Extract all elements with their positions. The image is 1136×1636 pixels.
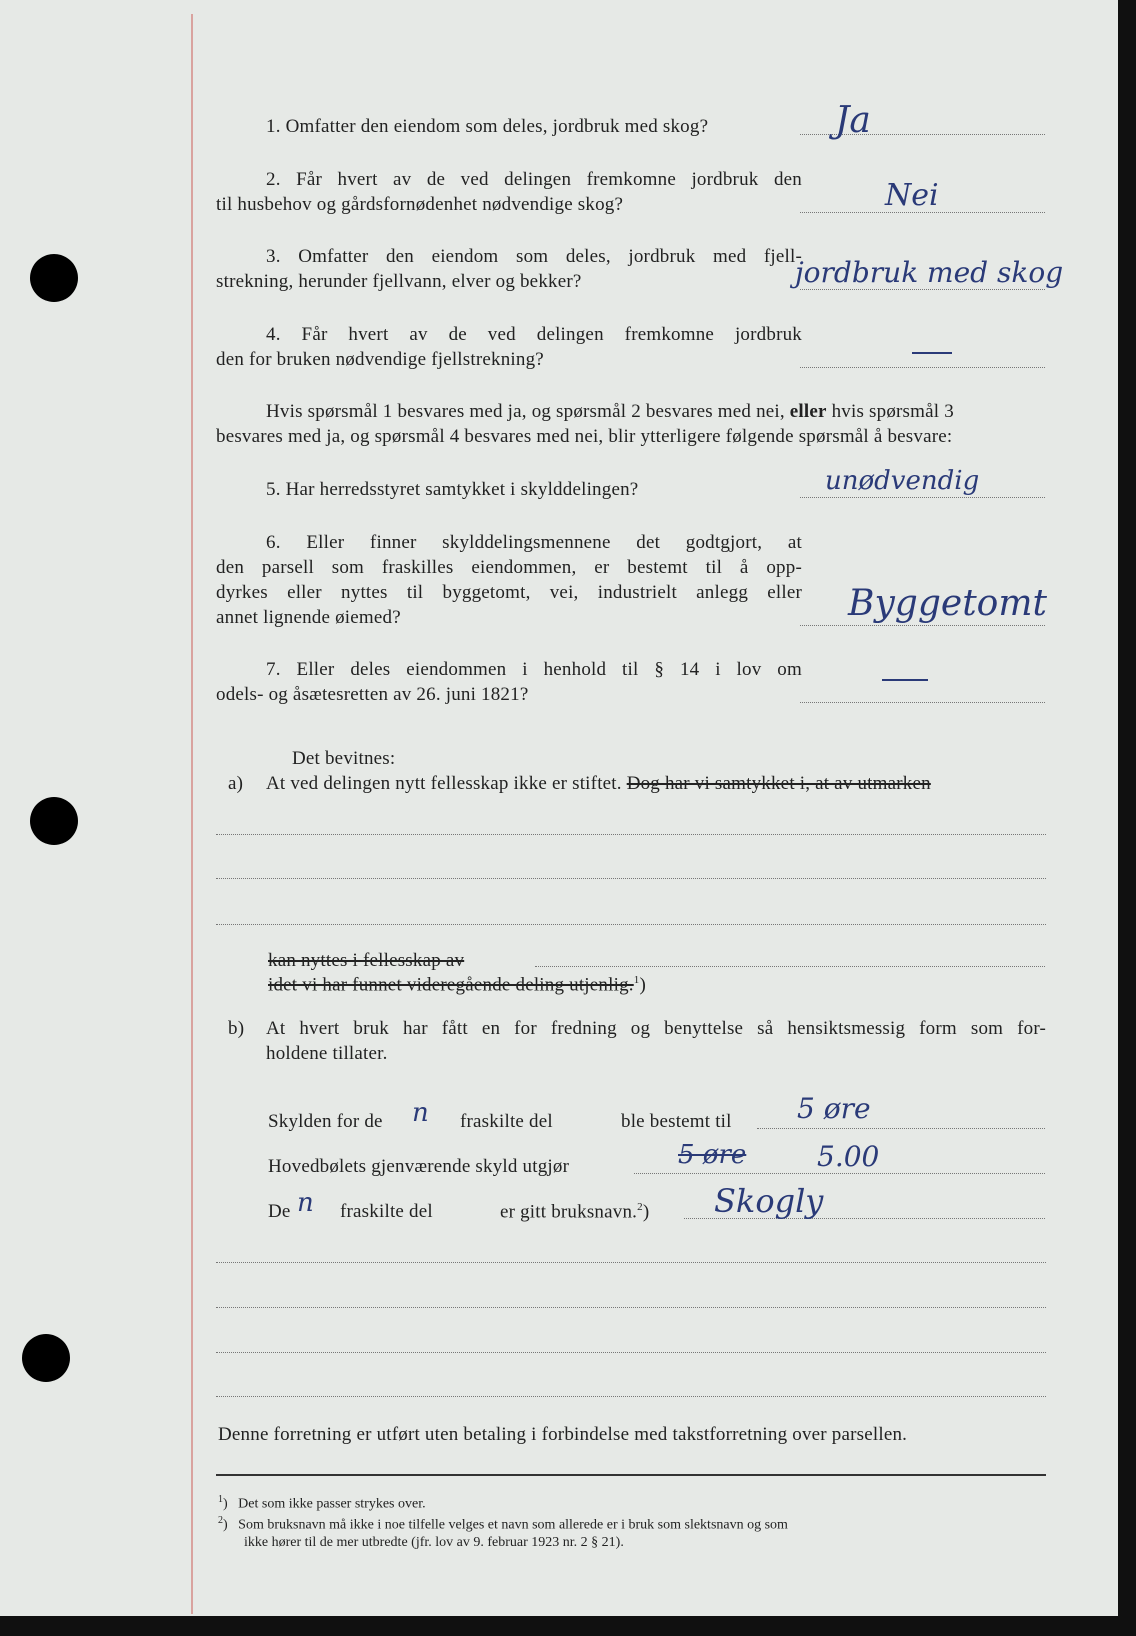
question-2-line-1: 2. Får hvert av de ved delingen fremkomne jordbruk den [266, 169, 802, 190]
footnote-2-line-1: $^2$) Som bruksnavn må ikke i noe tilfelle velges et navn som allerede er i bruk som slektsnavn og som [218, 1515, 788, 1533]
skyld-line-3-hw: n [297, 1188, 314, 1218]
answer-line-7 [800, 702, 1045, 703]
skyld-line-3-c: er gitt bruksnavn.$^2$) [500, 1201, 650, 1223]
question-3-line-1: 3. Omfatter den eiendom som deles, jordbruk med fjell- [266, 246, 802, 267]
skyld-line-1-fill [757, 1128, 1045, 1129]
question-2-line-2: til husbehov og gårdsfornødenhet nødvendige skog? [216, 194, 624, 215]
skyld-line-3-b: fraskilte del [340, 1201, 433, 1222]
struck-line-1: kan nyttes i fellesskap av [268, 950, 465, 971]
conditional-line-2: besvares med ja, og spørsmål 4 besvares med nei, blir ytterligere følgende spørsmål å besvare: [216, 426, 953, 447]
question-1: 1. Omfatter den eiendom som deles, jordbruk med skog? [266, 116, 709, 137]
skyld-answer-3: Skogly [714, 1182, 824, 1220]
struck-line-2: idet vi har funnet videregående deling utjenlig.$^1$) [268, 974, 646, 996]
attest-a-struck: Dog har vi samtykket i, at av utmarken [626, 773, 931, 794]
answer-6: Byggetomt [848, 583, 1047, 624]
punch-hole-bottom [22, 1334, 70, 1382]
blank-line-7 [216, 1396, 1046, 1397]
skyld-answer-1: 5 øre [797, 1092, 871, 1125]
question-7-line-2: odels- og åsætesretten av 26. juni 1821? [216, 684, 529, 705]
margin-line [191, 14, 193, 1614]
answer-1: Ja [835, 100, 871, 141]
conditional-line-1: Hvis spørsmål 1 besvares med ja, og spørsmål 2 besvares med nei, eller hvis spørsmål 3 [266, 401, 954, 422]
answer-7-dash [882, 679, 928, 681]
question-6-line-2: den parsell som fraskilles eiendommen, er bestemt til å opp- [216, 557, 802, 578]
blank-line-1 [216, 834, 1046, 835]
question-4-line-2: den for bruken nødvendige fjellstrekning? [216, 349, 544, 370]
footnote-1: $^1$) Det som ikke passer strykes over. [218, 1494, 426, 1512]
answer-3: jordbruk med skog [795, 256, 1064, 289]
attest-a-text: At ved delingen nytt fellesskap ikke er stiftet. Dog har vi samtykket i, at av utmarken [266, 773, 931, 794]
answer-5: unødvendig [825, 466, 980, 496]
question-6-line-3: dyrkes eller nyttes til byggetomt, vei, industrielt anlegg eller [216, 582, 802, 603]
attest-b-line-2: holdene tillater. [266, 1043, 388, 1064]
attest-heading: Det bevitnes: [292, 748, 396, 769]
footnote-rule [216, 1474, 1046, 1476]
question-6-line-1: 6. Eller finner skylddelingsmennene det godtgjort, at [266, 532, 802, 553]
blank-line-4 [216, 1262, 1046, 1263]
skyld-line-1-a: Skylden for de [268, 1111, 383, 1132]
skyld-line-3-a: De [268, 1201, 291, 1222]
struck-line-1-fill [535, 966, 1045, 967]
attest-a-marker: a) [228, 773, 244, 794]
attest-b-marker: b) [228, 1018, 245, 1039]
punch-hole-top [30, 254, 78, 302]
question-3-line-2: strekning, herunder fjellvann, elver og bekker? [216, 271, 582, 292]
question-4-line-1: 4. Får hvert av de ved delingen fremkomne jordbruk [266, 324, 802, 345]
question-5: 5. Har herredsstyret samtykket i skylddelingen? [266, 479, 639, 500]
blank-line-3 [216, 924, 1046, 925]
attest-b-line-1: At hvert bruk har fått en for fredning og benyttelse så hensiktsmessig form som for- [266, 1018, 1046, 1039]
answer-4-dash [912, 352, 952, 354]
blank-line-5 [216, 1307, 1046, 1308]
blank-line-2 [216, 878, 1046, 879]
skyld-line-1-c: ble bestemt til [621, 1111, 732, 1132]
question-6-line-4: annet lignende øiemed? [216, 607, 401, 628]
question-7-line-1: 7. Eller deles eiendommen i henhold til § 14 i lov om [266, 659, 802, 680]
skyld-line-1-hw: n [412, 1098, 429, 1128]
skyld-struck-2: 5 øre [678, 1140, 747, 1170]
answer-2: Nei [885, 178, 939, 213]
blank-line-6 [216, 1352, 1046, 1353]
closing-statement: Denne forretning er utført uten betaling i forbindelse med takstforretning over parsellen. [218, 1424, 908, 1445]
punch-hole-middle [30, 797, 78, 845]
skyld-line-2: Hovedbølets gjenværende skyld utgjør [268, 1156, 570, 1177]
answer-line-4 [800, 367, 1045, 368]
answer-line-6 [800, 625, 1045, 626]
skyld-answer-2: 5.00 [817, 1140, 880, 1173]
answer-line-5 [800, 497, 1045, 498]
skyld-line-1-b: fraskilte del [460, 1111, 553, 1132]
footnote-2-line-2: ikke hører til de mer utbredte (jfr. lov av 9. februar 1923 nr. 2 § 21). [244, 1535, 624, 1550]
answer-line-3 [800, 289, 1045, 290]
skyld-line-2-fill [634, 1173, 1045, 1174]
